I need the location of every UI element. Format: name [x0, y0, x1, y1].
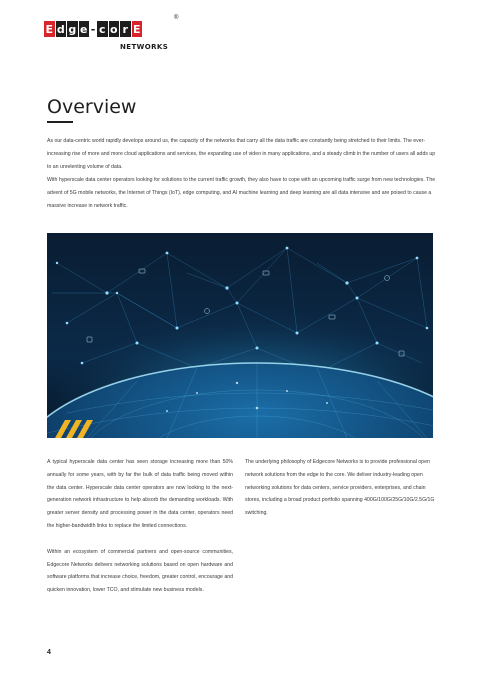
title-underline	[47, 121, 73, 123]
logo-letter: -	[90, 22, 96, 36]
edgecore-logo	[44, 15, 184, 61]
logo-wordmark	[44, 21, 184, 37]
registered-mark: ®	[174, 15, 179, 21]
intro-paragraph: As our data-centric world rapidly develops around us, the capacity of the networks that carry all the data traffic are constantly being stretched to their limits. The ever-increasing rise of more and more cloud applications and services, the expanding use of video in many applications, and a steady climb in the number of users all adds up to an unrelenting volume of data.	[47, 138, 436, 170]
logo-letter: r	[120, 21, 131, 37]
body-paragraph: The underlying philosophy of Edgecore Networks is to provide professional open network solutions from the edge to the core. We deliver industry-leading open networking solutions for data centers, service providers, enterprises, and chain stores, including a broad product portfolio spanning 400G/100G/25G/10G/2.5G/1G switching.	[245, 459, 435, 517]
logo-letter: e	[80, 22, 88, 36]
logo-letter: g	[68, 22, 77, 36]
page-title: Overview	[47, 96, 137, 118]
logo-letter: d	[56, 22, 65, 36]
logo-letter: E	[132, 22, 141, 36]
intro-paragraph: With hyperscale data center operators looking for solutions to the current traffic growth, they also have to cope with an upcoming traffic surge from new technologies. The advent of 5G mobile networks, the Internet of Things (IoT), edge computing, and AI machine learning and deep learning are all data intensive and are poised to cause a massive increase in network traffic.	[47, 177, 436, 209]
logo-subtitle: NETWORKS	[120, 43, 169, 51]
body-paragraph: Within an ecosystem of commercial partners and open-source communities, Edgecore Networks delivers networking solutions based on open hardware and software platforms that increase choice, freedom, greater control, encourage and quicken innovation, lower TCO, and stimulate new business models.	[47, 548, 233, 594]
intro-text	[47, 135, 437, 213]
page-number: 4	[47, 649, 51, 656]
right-column	[245, 456, 435, 533]
left-column	[47, 456, 233, 610]
network-globe-image	[47, 233, 433, 438]
body-paragraph: A typical hyperscale data center has seen storage increasing more than 50% annually for some years, with by far the bulk of data traffic being moved within the data center. Hyperscale data center operators are now looking to the next-generation network infrastructure to help absorb the demanding workloads. With greater server density and processing power in the data center, operators need the higher-bandwidth links to replace the limited connections.	[47, 459, 233, 529]
logo-letter: E	[45, 22, 53, 36]
logo-letter: c	[98, 22, 106, 36]
logo-letter: o	[109, 22, 118, 36]
